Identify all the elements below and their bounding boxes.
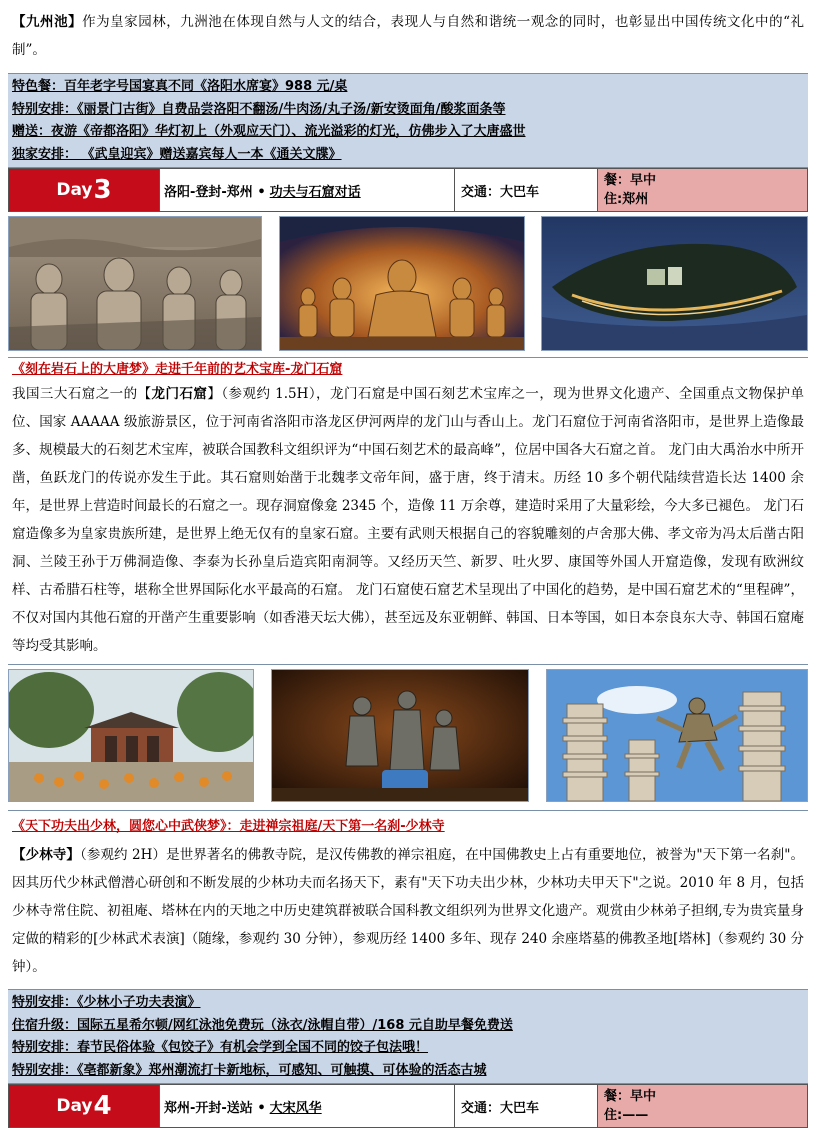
day3-route-text: 洛阳-登封-郑州 •	[164, 184, 266, 200]
intro-bracket-open: 【	[12, 14, 27, 30]
box1-line-1: 特色餐：百年老字号国宴真不同《洛阳水席宴》988 元/桌	[12, 79, 348, 94]
shaolin-name: 少林寺	[25, 847, 67, 863]
day4-transport: 交通：大巴车	[454, 1085, 597, 1127]
box2-line-4: 特别安排：《亳都新象》郑州潮流打卡新地标，可感知、可触摸、可体验的活态古城	[12, 1062, 487, 1078]
longmen-section-title: 《刻在岩石上的大唐梦》走进千年前的艺术宝库-龙门石窟	[12, 362, 343, 377]
longmen-buddha-night-photo	[279, 216, 525, 351]
day3-label	[9, 169, 159, 211]
day4-word: Day	[56, 1096, 93, 1116]
shaolin-pagoda-forest-photo	[546, 669, 808, 802]
shaolin-courtyard-image	[9, 670, 253, 801]
itinerary-page	[8, 8, 808, 1128]
day4-number: 4	[93, 1091, 112, 1121]
day4-route-text: 郑州-开封-送站 •	[164, 1100, 266, 1116]
shaolin-kungfu-stage-photo	[271, 669, 529, 802]
day3-stay: 住:郑州	[604, 192, 649, 207]
day3-header	[8, 168, 808, 212]
longmen-aerial-night-photo	[541, 216, 808, 351]
longmen-text: （参观约 1.5H），龙门石窟是中国石刻艺术宝库之一，现为世界文化遗产、全国重点文物保护单位、国家 AAAAA 级旅游景区，位于河南省洛阳市洛龙区伊河两岸的龙门山与香山上。龙门石窟位于河南省洛阳市，是世界上造像最多、规模最大的石刻艺术宝库，被联合国教科文组织评为“中国石刻艺术的最高峰”，位居中国各大石窟之首。 龙门由大禹治水中所开凿，鱼跃龙门的传说亦发生于此。其石窟则始凿于北魏孝文帝年间，盛于唐，终于清末。历经 10 多个朝代陆续营造长达 1400 余年，是世界上营造时间最长的石窟之一。现存洞窟像龛 2345 个，造像 11 万余尊，建造时采用了大量彩绘，今大多已褪色。 龙门石窟造像多为皇家贵族所建，是世界上绝无仅有的皇家石窟。主要有武则天根据自己的容貌雕刻的卢舍那大佛、孝文帝为冯太后凿古阳洞、兰陵王孙于万佛洞造像、李泰为长孙皇后造宾阳南洞等。又经历天竺、新罗、吐火罗、康国等外国人开窟造像，发现有欧洲纹样、古希腊石柱等，堪称全世界国际化水平最高的石窟。 龙门石窟使石窟艺术呈现出了中国化的趋势，是中国石窟艺术的“里程碑”，不仅对国内其他石窟的开凿产生重要影响（如香港天坛大佛），甚至远及东亚朝鲜、韩国、日本等国，如日本奈良东大寺、韩国石窟庵等均受其影响。	[12, 386, 805, 654]
shaolin-stage-image	[272, 670, 528, 801]
shaolin-bracket-open: 【	[12, 847, 26, 863]
day3-meal: 餐：早中	[604, 173, 657, 188]
longmen-statues-photo	[8, 216, 262, 351]
longmen-bracket-close: 】	[207, 386, 222, 402]
day4-stay: 住:——	[604, 1108, 649, 1123]
shaolin-photo-strip	[8, 664, 808, 811]
longmen-paragraph	[8, 380, 808, 660]
day3-transport: 交通：大巴车	[454, 169, 597, 211]
box1-line-2: 特别安排：《丽景门古街》自费品尝洛阳不翻汤/牛肉汤/丸子汤/新安烫面角/酸浆面条等	[12, 101, 506, 117]
special-arrangements-box-1	[8, 73, 808, 168]
day3-route-highlight: 功夫与石窟对话	[269, 184, 361, 200]
longmen-photo-strip	[8, 212, 808, 358]
shaolin-section-title: 《天下功夫出少林，圆您心中武侠梦》：走进禅宗祖庭/天下第一名刹-少林寺	[12, 819, 445, 834]
shaolin-temple-courtyard-photo	[8, 669, 254, 802]
day3-number: 3	[93, 175, 112, 205]
day3-meal-stay	[597, 169, 807, 211]
longmen-lead: 我国三大石窟之一的【	[12, 386, 152, 402]
shaolin-pagoda-image	[547, 670, 807, 801]
day4-route	[159, 1085, 454, 1127]
day3-word: Day	[56, 180, 93, 200]
longmen-statues-image	[9, 217, 261, 350]
box2-line-3: 特别安排：春节民俗体验《包饺子》有机会学到全国不同的饺子包法哦！	[12, 1040, 429, 1055]
intro-text: 作为皇家园林，九洲池在体现自然与人文的结合，表现人与自然和谐统一观念的同时，也彰显出中国传统文化中的“礼制”。	[12, 14, 805, 58]
intro-name: 九州池	[26, 14, 69, 30]
longmen-buddha-image	[280, 217, 524, 350]
day4-meal-stay	[597, 1085, 807, 1127]
intro-paragraph	[8, 8, 808, 66]
box2-line-2: 住宿升级：国际五星希尔顿/网红泳池免费玩（泳衣/泳帽自带）/168 元自助早餐免费送	[12, 1017, 513, 1033]
longmen-name: 龙门石窟	[151, 386, 208, 402]
longmen-aerial-image	[542, 217, 807, 350]
shaolin-text: （参观约 2H）是世界著名的佛教寺院，是汉传佛教的禅宗祖庭，在中国佛教史上占有重要地位，被誉为"天下第一名刹"。因其历代少林武僧潜心研创和不断发展的少林功夫而名扬天下，素有"天下功夫出少林，少林功夫甲天下"之说。2010 年 8 月，包括少林寺常住院、初祖庵、塔林在内的天地之中历史建筑群被联合国科教文组织列为世界文化遗产。观赏由少林弟子担纲,专为贵宾量身定做的精彩的[少林武术表演]（随缘，参观约 30 分钟），参观历经 1400 多年、现存 240 余座塔墓的佛教圣地[塔林]（参观约 30 分钟）。	[12, 847, 805, 975]
day4-label	[9, 1085, 159, 1127]
day4-header	[8, 1084, 808, 1128]
day3-route	[159, 169, 454, 211]
box1-line-4: 独家安排： 《武皇迎宾》赠送嘉宾每人一本《通关文牒》	[12, 146, 342, 162]
box1-line-3: 赠送：夜游《帝都洛阳》华灯初上（外观应天门）、流光溢彩的灯光，仿佛步入了大唐盛世	[12, 124, 526, 139]
box2-line-1: 特别安排：《少林小子功夫表演》	[12, 995, 201, 1010]
special-arrangements-box-2	[8, 989, 808, 1084]
shaolin-paragraph	[8, 841, 808, 981]
shaolin-bracket-close: 】	[66, 847, 81, 863]
day4-route-highlight: 大宋风华	[269, 1100, 322, 1116]
intro-bracket-close: 】	[68, 14, 83, 30]
day4-meal: 餐：早中	[604, 1089, 657, 1104]
